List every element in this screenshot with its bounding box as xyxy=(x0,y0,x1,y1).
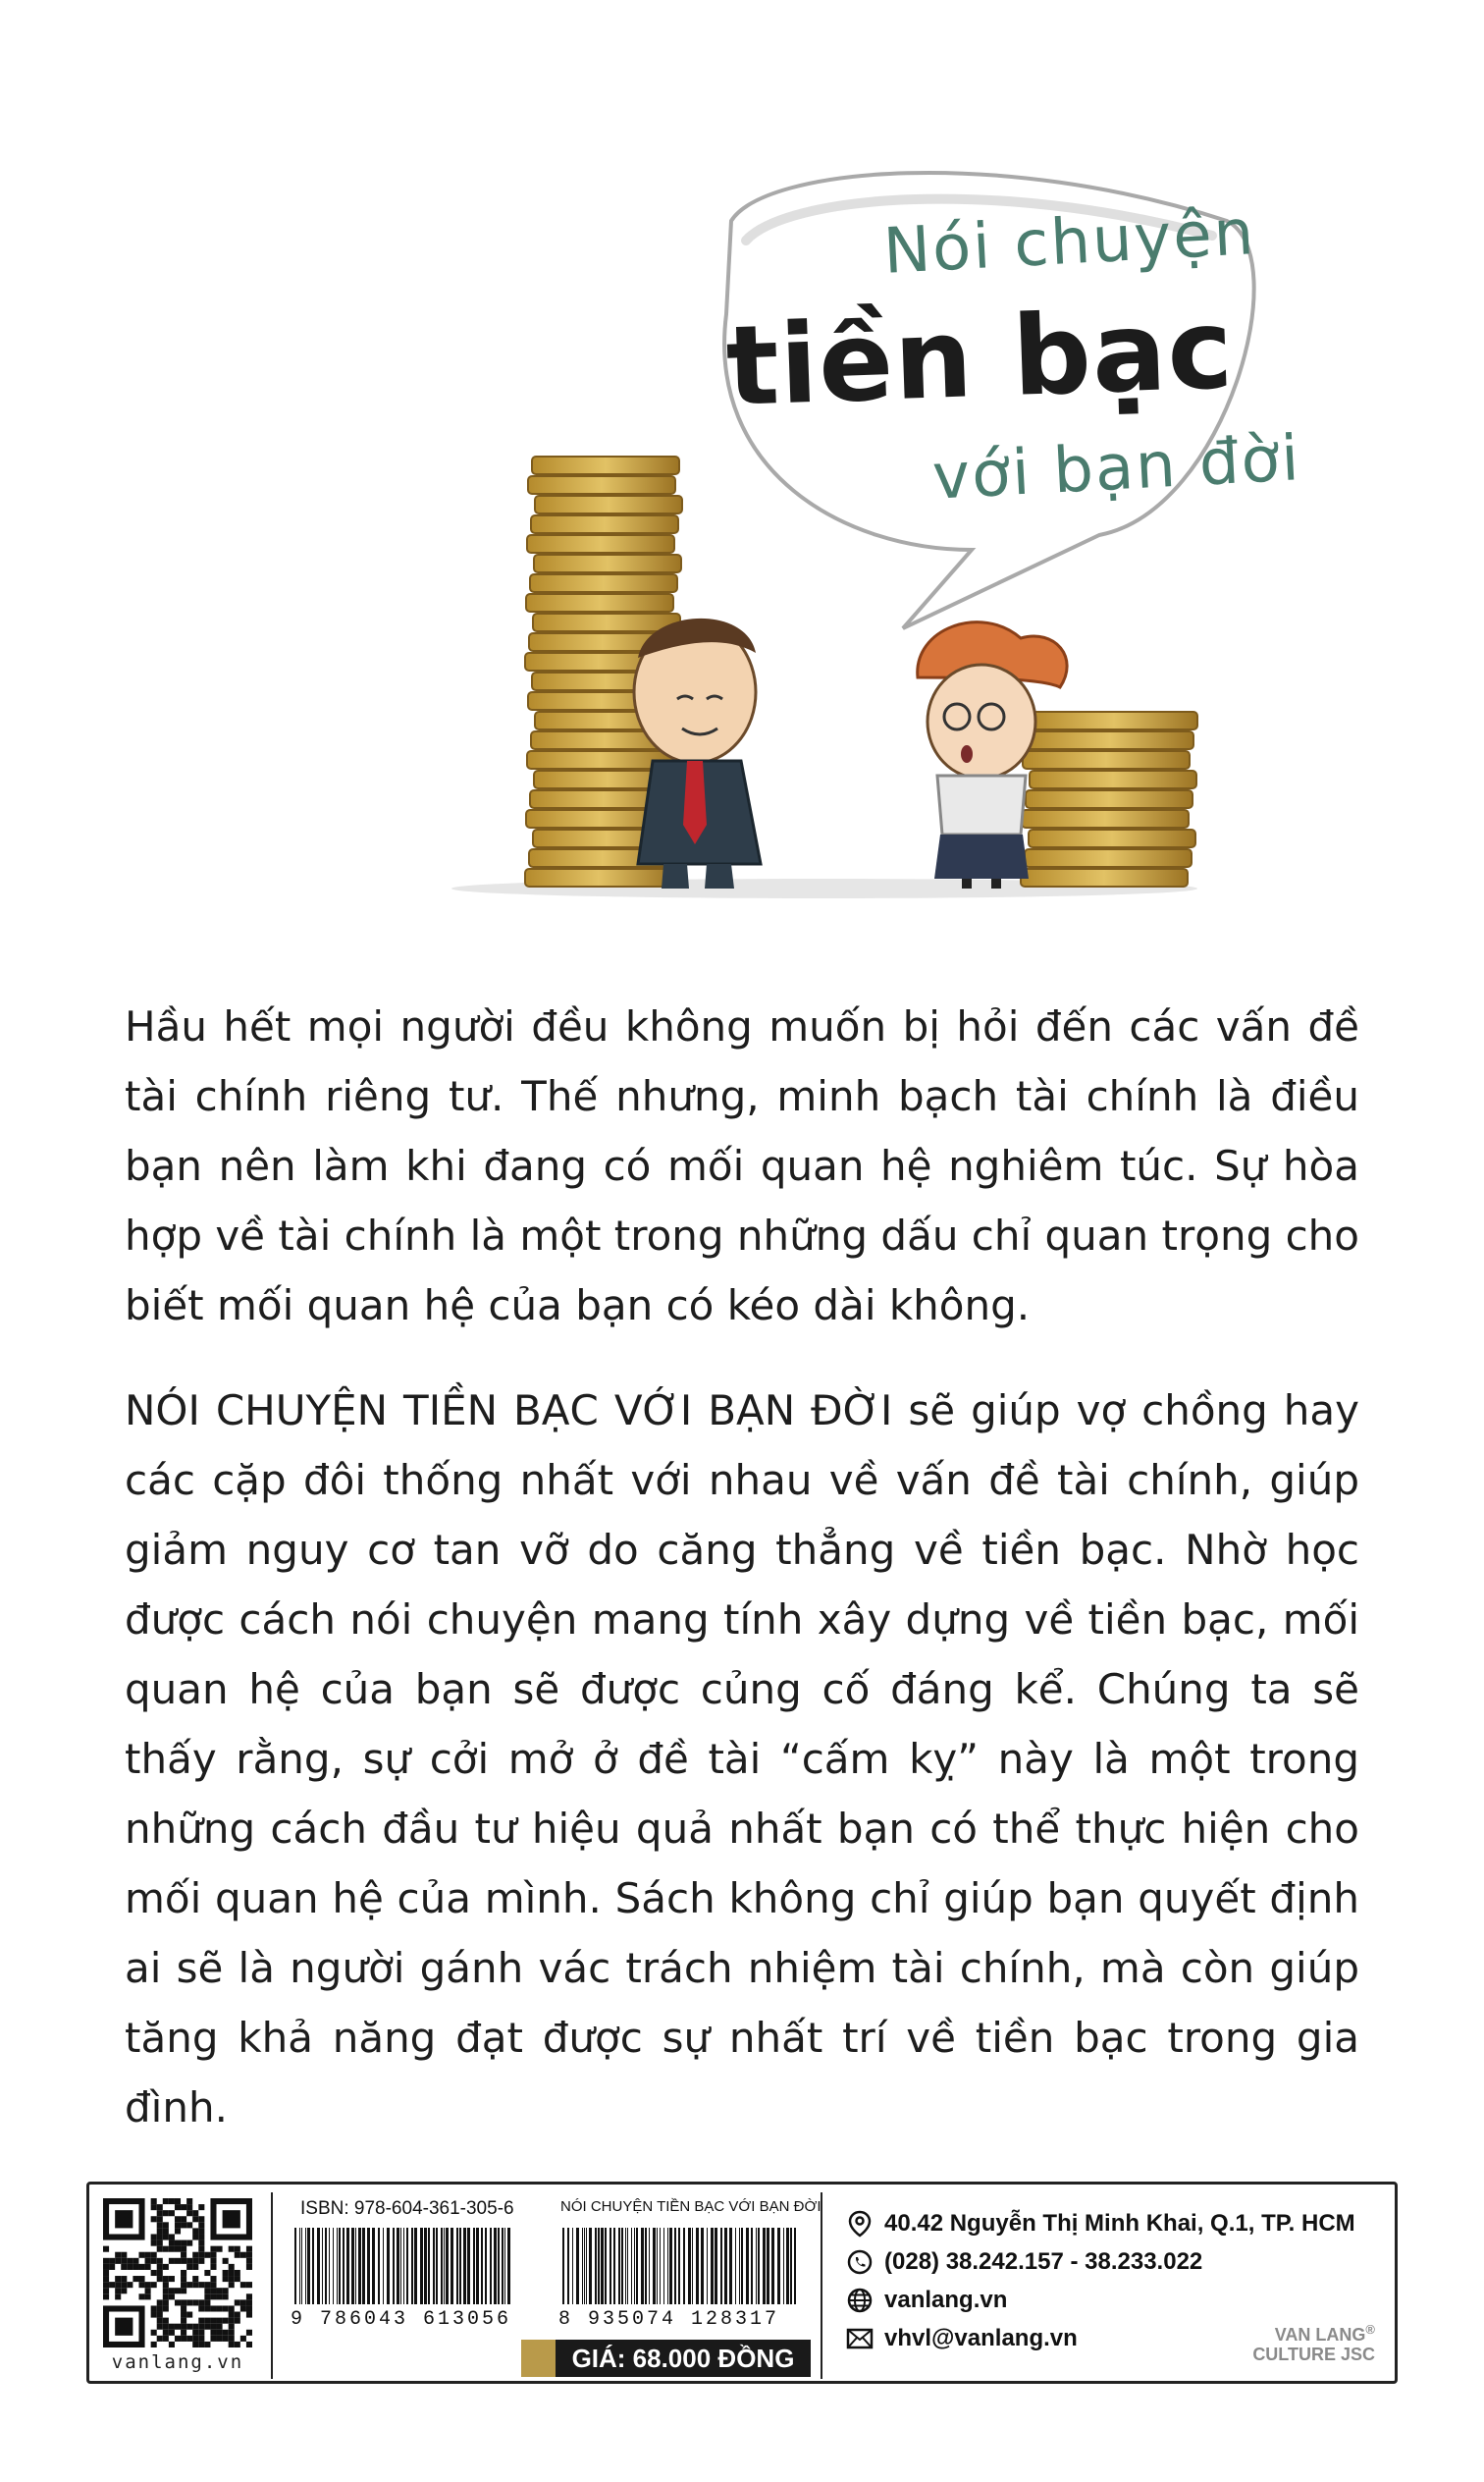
contact-phone xyxy=(845,2242,1355,2281)
contact-website xyxy=(845,2281,1355,2319)
globe-icon xyxy=(845,2286,874,2315)
website-text[interactable]: vanlang.vn xyxy=(884,2286,1008,2313)
cover-illustration xyxy=(0,0,1484,943)
title-line-1: Nói chuyện xyxy=(881,196,1257,289)
qr-caption: vanlang.vn xyxy=(111,2351,244,2373)
back-cover-blurb xyxy=(125,992,1359,2178)
ean-title-label: NÓI CHUYỆN TIỀN BẠC VỚI BẠN ĐỜI xyxy=(560,2198,822,2215)
divider xyxy=(821,2192,822,2379)
blurb-paragraph-1: Hầu hết mọi người đều không muốn bị hỏi đến các vấn đề tài chính riêng tư. Thế nhưng, minh bạch tài chính là điều bạn nên làm khi đang có mối quan hệ nghiêm túc. Sự hòa hợp về tài chính là một trong những dấu chỉ quan trọng cho biết mối quan hệ của bạn có kéo dài không. xyxy=(125,1002,1359,1329)
phone-icon xyxy=(845,2247,874,2277)
ean-barcode xyxy=(558,2228,804,2306)
location-pin-icon xyxy=(845,2209,874,2239)
phone-text[interactable]: (028) 38.242.157 - 38.233.022 xyxy=(884,2247,1203,2275)
blurb-paragraph-2: NÓI CHUYỆN TIỀN BẠC VỚI BẠN ĐỜI sẽ giúp vợ chồng hay các cặp đôi thống nhất với nhau về vấn đề tài chính, giúp giảm nguy cơ tan vỡ do căng thẳng về tiền bạc. Nhờ học được cách nói chuyện mang tính xây dựng về tiền bạc, mối quan hệ của bạn sẽ được củng cố đáng kể. Chúng ta sẽ thấy rằng, sự cởi mở ở đề tài “cấm kỵ” này là một trong những cách đầu tư hiệu quả nhất bạn có thể thực hiện cho mối quan hệ của mình. Sách không chỉ giúp bạn quyết định ai sẽ là người gánh vác trách nhiệm tài chính, mà còn giúp tăng khả năng đạt được sự nhất trí về tiền bạc trong gia đình. xyxy=(125,1386,1359,2131)
email-text[interactable]: vhvl@vanlang.vn xyxy=(884,2324,1078,2351)
title-line-2: tiền bạc xyxy=(723,286,1236,431)
divider xyxy=(271,2192,273,2379)
contact-address xyxy=(845,2204,1355,2242)
publisher-company: CULTURE JSC xyxy=(1252,2345,1375,2364)
ean-barcode-digits: 8 935074 128317 xyxy=(558,2308,780,2331)
publisher-logo xyxy=(1252,2320,1375,2364)
envelope-icon xyxy=(845,2324,874,2353)
info-band xyxy=(86,2182,1398,2384)
isbn-barcode xyxy=(291,2228,516,2306)
registered-mark: ® xyxy=(1365,2322,1375,2337)
price-text: GIÁ: 68.000 ĐỒNG xyxy=(571,2344,795,2373)
isbn-label: ISBN: 978-604-361-305-6 xyxy=(300,2198,514,2219)
qr-code-icon[interactable] xyxy=(103,2198,252,2347)
publisher-name: VAN LANG xyxy=(1274,2325,1366,2345)
price-box xyxy=(556,2340,811,2377)
cover-title-lettering xyxy=(0,0,1484,943)
address-text: 40.42 Nguyễn Thị Minh Khai, Q.1, TP. HCM xyxy=(884,2209,1355,2237)
price-accent xyxy=(521,2340,556,2377)
title-line-3: với bạn đời xyxy=(930,422,1303,514)
isbn-barcode-digits: 9 786043 613056 xyxy=(291,2308,512,2331)
